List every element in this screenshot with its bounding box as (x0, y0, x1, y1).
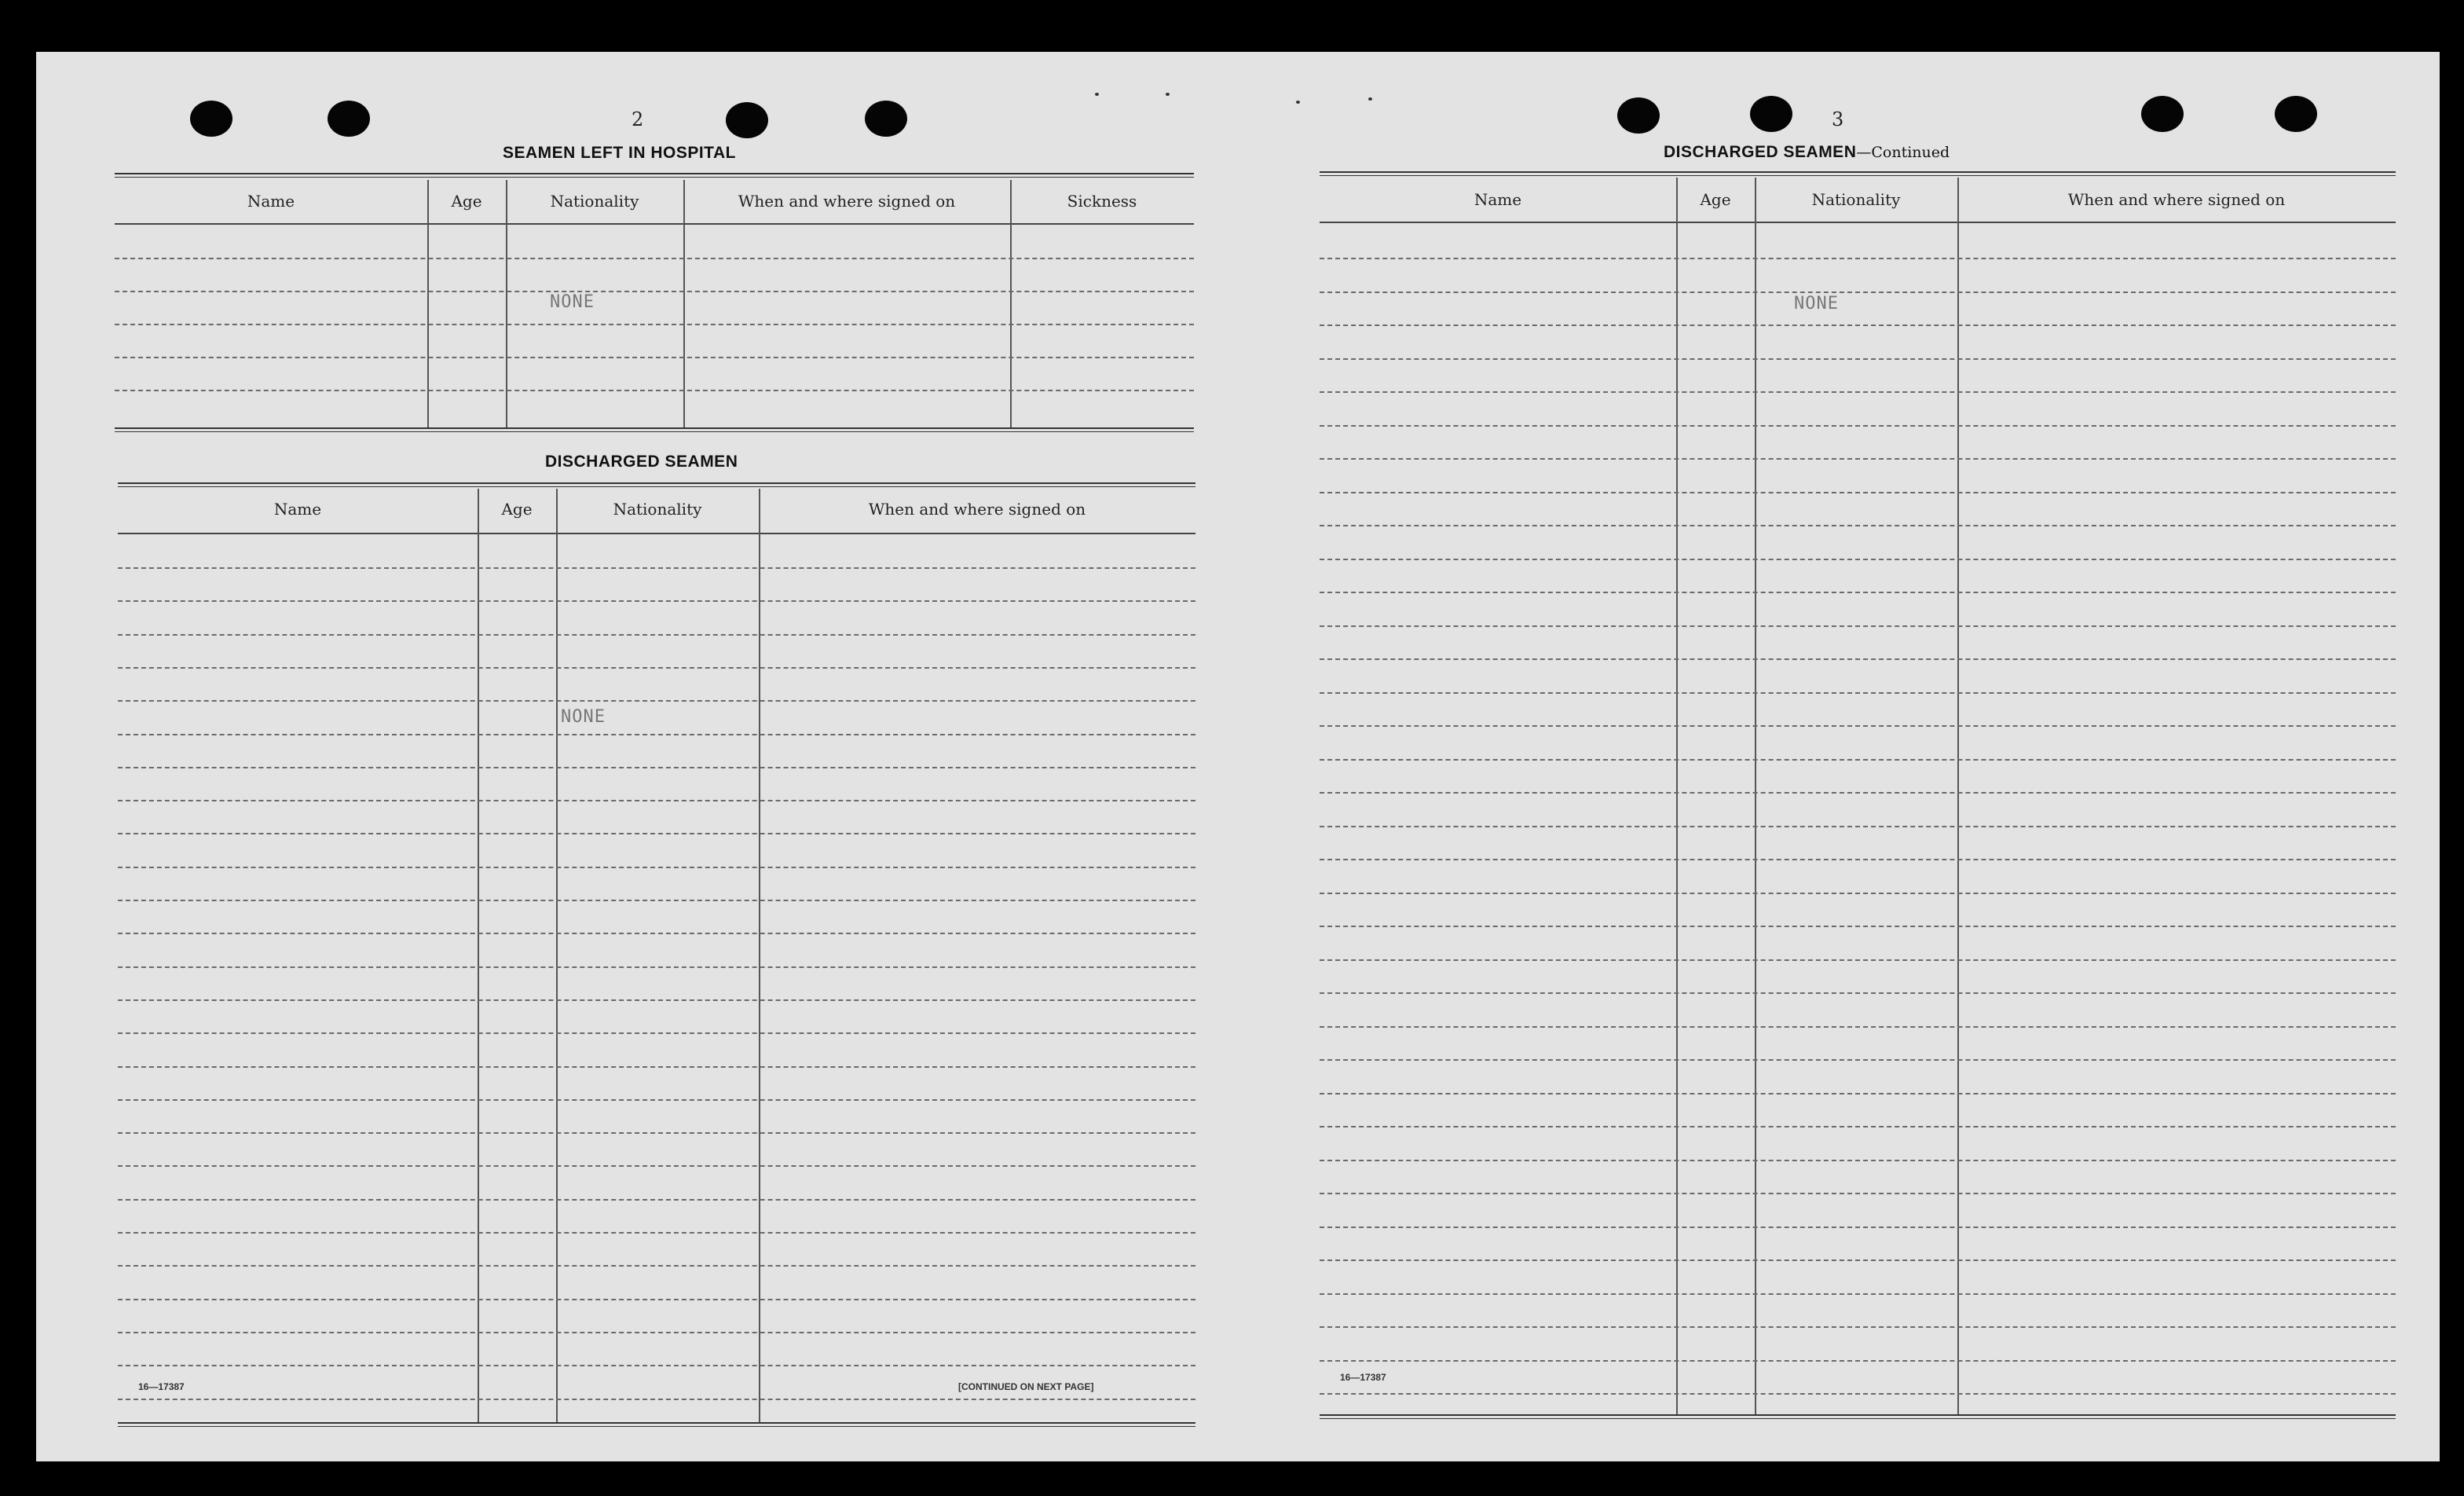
row-line (1320, 893, 2396, 894)
table-top-rule (118, 482, 1195, 484)
row-line (1320, 625, 2396, 627)
right-table-title-main: DISCHARGED SEAMEN (1664, 143, 1857, 161)
row-line (118, 999, 1195, 1001)
row-line (1320, 959, 2396, 961)
row-line (1320, 826, 2396, 827)
row-line (118, 833, 1195, 834)
row-line (1320, 1326, 2396, 1328)
row-line (118, 867, 1195, 868)
column-divider (478, 489, 479, 1424)
column-header-age: Age (1700, 190, 1731, 209)
row-line (1320, 592, 2396, 593)
row-line (1320, 391, 2396, 393)
row-line (118, 1032, 1195, 1034)
row-line (118, 1199, 1195, 1201)
column-divider (556, 489, 558, 1424)
row-line (1320, 1293, 2396, 1295)
row-line (1320, 1160, 2396, 1161)
row-line (1320, 1126, 2396, 1128)
dust-speck (1095, 93, 1099, 96)
row-line (118, 734, 1195, 735)
dust-speck (1368, 97, 1372, 101)
row-line (1320, 1360, 2396, 1362)
column-divider (1755, 178, 1756, 1416)
table-top-rule (115, 173, 1194, 174)
row-line (1320, 792, 2396, 794)
row-line (1320, 926, 2396, 927)
row-line (115, 324, 1194, 325)
right-table-title-suffix: —Continued (1856, 144, 1950, 161)
header-rule (118, 533, 1195, 534)
row-line (1320, 992, 2396, 994)
row-line (1320, 492, 2396, 493)
table-bottom-rule (118, 1422, 1195, 1424)
table-bottom-rule (115, 427, 1194, 429)
row-line (118, 700, 1195, 702)
header-rule (1320, 222, 2396, 223)
document-sheet (36, 52, 2440, 1461)
row-line (115, 291, 1194, 292)
row-line (1320, 425, 2396, 427)
punch-hole (328, 101, 370, 137)
header-rule (115, 223, 1194, 225)
row-line (115, 390, 1194, 391)
row-line (118, 767, 1195, 768)
right-form-number: 16—17387 (1340, 1372, 1386, 1383)
row-line (118, 1299, 1195, 1300)
row-line (1320, 725, 2396, 727)
none-entry: NONE (550, 292, 595, 312)
row-line (118, 1332, 1195, 1333)
row-line (1320, 1093, 2396, 1094)
row-line (1320, 1226, 2396, 1228)
row-line (118, 1365, 1195, 1366)
row-line (118, 1232, 1195, 1234)
left-form-number: 16—17387 (138, 1381, 185, 1392)
row-line (118, 1099, 1195, 1101)
row-line (118, 634, 1195, 636)
punch-hole (2275, 96, 2317, 132)
row-line (1320, 458, 2396, 460)
row-line (1320, 1193, 2396, 1194)
row-line (1320, 1393, 2396, 1395)
row-line (115, 357, 1194, 358)
row-line (118, 800, 1195, 801)
right-page-number: 3 (1832, 108, 1844, 130)
column-header-name: Name (247, 192, 295, 211)
row-line (1320, 324, 2396, 326)
continued-note: [CONTINUED ON NEXT PAGE] (958, 1381, 1094, 1392)
right-table-title (1664, 143, 1950, 162)
row-line (118, 600, 1195, 602)
row-line (118, 567, 1195, 569)
table-bottom-rule (1320, 1414, 2396, 1416)
column-header-name: Name (1474, 190, 1522, 209)
row-line (1320, 292, 2396, 293)
none-entry: NONE (1794, 294, 1839, 314)
punch-hole (1750, 96, 1792, 132)
row-line (1320, 1026, 2396, 1028)
column-header-age: Age (501, 500, 533, 519)
row-line (1320, 525, 2396, 526)
row-line (1320, 692, 2396, 694)
punch-hole (190, 101, 232, 137)
row-line (115, 258, 1194, 259)
column-header-nationality: Nationality (613, 500, 702, 519)
column-header-signed-on: When and where signed on (2067, 190, 2286, 209)
none-entry: NONE (561, 707, 606, 727)
dust-speck (1166, 93, 1170, 96)
row-line (1320, 559, 2396, 560)
table-top-rule (1320, 171, 2396, 173)
dust-speck (1296, 101, 1300, 104)
row-line (118, 1165, 1195, 1167)
row-line (1320, 358, 2396, 360)
row-line (118, 933, 1195, 934)
row-line (118, 966, 1195, 968)
column-divider (1676, 178, 1678, 1416)
column-header-signed-on: When and where signed on (868, 500, 1086, 519)
row-line (1320, 258, 2396, 259)
row-line (118, 1265, 1195, 1267)
row-line (118, 900, 1195, 901)
column-header-age: Age (451, 192, 482, 211)
column-header-nationality: Nationality (1811, 190, 1901, 209)
column-header-nationality: Nationality (550, 192, 639, 211)
discharged-table-title: DISCHARGED SEAMEN (545, 453, 738, 471)
column-divider (1957, 178, 1959, 1416)
column-header-sickness: Sickness (1067, 192, 1137, 211)
row-line (118, 1399, 1195, 1400)
column-header-signed-on: When and where signed on (738, 192, 956, 211)
punch-hole (726, 102, 768, 138)
punch-hole (865, 101, 907, 137)
row-line (1320, 1260, 2396, 1261)
row-line (1320, 1059, 2396, 1061)
row-line (118, 1066, 1195, 1068)
column-header-name: Name (273, 500, 322, 519)
row-line (1320, 658, 2396, 660)
punch-hole (2141, 96, 2184, 132)
row-line (1320, 759, 2396, 761)
row-line (118, 1132, 1195, 1134)
left-page-number: 2 (632, 108, 644, 130)
punch-hole (1617, 97, 1660, 134)
row-line (1320, 859, 2396, 860)
row-line (118, 667, 1195, 669)
column-divider (759, 489, 760, 1424)
hospital-table-title: SEAMEN LEFT IN HOSPITAL (503, 144, 736, 162)
